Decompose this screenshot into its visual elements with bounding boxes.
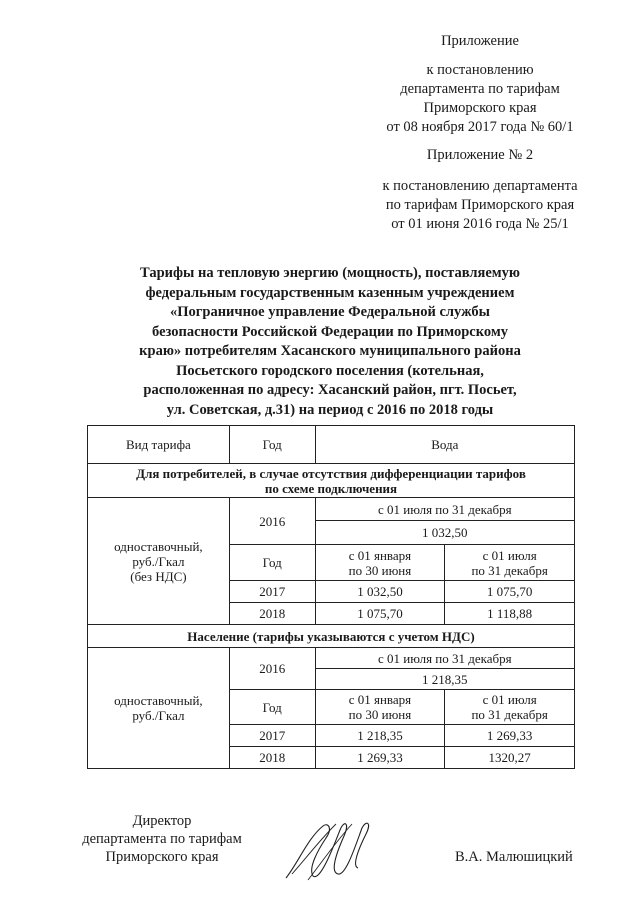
value-cell: 1 118,88 (445, 603, 575, 625)
appendix-1-title: Приложение (441, 33, 519, 49)
section-1-period-h1 (315, 545, 445, 581)
section-1-year-header: Год (229, 545, 315, 581)
header-year: Год (229, 426, 315, 464)
section-1-period-h2 (445, 545, 575, 581)
year-cell: 2018 (229, 603, 315, 625)
title-line: Тарифы на тепловую энергию (мощность), поставляемую (140, 265, 520, 281)
section-1-heading-line: Для потребителей, в случае отсутствия дифференциации тарифов (136, 465, 526, 481)
section-2-period-2016: с 01 июля по 31 декабря (315, 648, 574, 669)
title-line: краю» потребителям Хасанского муниципального района (139, 343, 521, 359)
title-line: расположенная по адресу: Хасанский район, пгт. Посьет, (143, 382, 517, 398)
table-row (88, 648, 575, 669)
value-cell: 1 218,35 (315, 725, 445, 747)
position-line: Приморского края (105, 849, 219, 865)
appendix-1-line: от 08 ноября 2017 года № 60/1 (386, 119, 574, 135)
value-cell: 1 075,70 (315, 603, 445, 625)
tariff-label-line: одноставочный, (114, 693, 203, 708)
tariff-label-line: одноставочный, (114, 538, 203, 554)
table-header-row (88, 426, 575, 464)
title-line: Посьетского городского поселения (котельная, (176, 362, 484, 379)
table-row (88, 498, 575, 521)
section-2-period-h1 (315, 690, 445, 725)
appendix-2-title: Приложение № 2 (426, 147, 534, 163)
signatory-name: В.А. Малюшицкий (455, 849, 573, 865)
section-2-heading-row (88, 625, 575, 648)
handwritten-signature (278, 808, 378, 888)
position-line: Директор (132, 813, 192, 829)
section-2-tariff-label (88, 648, 230, 769)
appendix-1-line: к постановлению (426, 62, 534, 78)
title-line: «Пограничное управление Федеральной службы (170, 304, 490, 320)
signatory-position (62, 812, 262, 866)
section-2-heading: Население (тарифы указываются с учетом НДС) (88, 625, 575, 648)
value-cell: 1 032,50 (315, 581, 445, 603)
position-line: департамента по тарифам (82, 831, 242, 847)
appendix-1-block (360, 32, 600, 137)
section-2-value-2016: 1 218,35 (315, 669, 574, 690)
section-2-period-h2 (445, 690, 575, 725)
period-line: по 31 декабря (471, 707, 548, 722)
title-line: безопасности Российской Федерации по Приморскому (152, 323, 508, 340)
document-title (100, 264, 560, 420)
appendix-2-line: по тарифам Приморского края (385, 197, 575, 213)
value-cell: 1 269,33 (445, 725, 575, 747)
year-cell: 2017 (229, 581, 315, 603)
appendix-1-line: департамента по тарифам (400, 81, 560, 97)
value-cell: 1320,27 (445, 747, 575, 769)
year-cell: 2018 (229, 747, 315, 769)
section-1-heading-line: по схеме подключения (264, 480, 398, 496)
section-1-tariff-label (88, 498, 230, 625)
period-line: с 01 января (348, 547, 412, 563)
section-2-year-2016: 2016 (229, 648, 315, 690)
period-line: по 30 июня (348, 707, 412, 722)
period-line: по 31 декабря (471, 562, 548, 578)
value-cell: 1 075,70 (445, 581, 575, 603)
section-1-value-2016: 1 032,50 (315, 521, 574, 545)
period-line: с 01 июля (482, 692, 537, 707)
title-line: ул. Советская, д.31) на период с 2016 по 2018 годы (166, 401, 494, 418)
tariff-table (87, 425, 575, 769)
section-2-year-header: Год (229, 690, 315, 725)
tariff-label-line: руб./Гкал (132, 708, 185, 723)
value-cell: 1 269,33 (315, 747, 445, 769)
title-line: федеральным государственным казенным учреждением (145, 284, 515, 301)
section-1-heading-row (88, 464, 575, 498)
period-line: с 01 января (348, 692, 412, 707)
header-tariff-type: Вид тарифа (88, 426, 230, 464)
appendix-1-line: Приморского края (423, 100, 537, 116)
header-water: Вода (315, 426, 574, 464)
period-line: с 01 июля (482, 547, 537, 563)
appendix-2-block (360, 146, 600, 234)
year-cell: 2017 (229, 725, 315, 747)
section-1-year-2016: 2016 (229, 498, 315, 545)
tariff-label-line: руб./Гкал (132, 553, 185, 569)
appendix-2-line: от 01 июня 2016 года № 25/1 (391, 216, 569, 232)
section-1-heading (88, 464, 575, 498)
section-1-period-2016: с 01 июля по 31 декабря (315, 498, 574, 521)
appendix-2-line: к постановлению департамента (382, 178, 578, 194)
tariff-label-line: (без НДС) (130, 568, 187, 584)
period-line: по 30 июня (348, 562, 412, 578)
